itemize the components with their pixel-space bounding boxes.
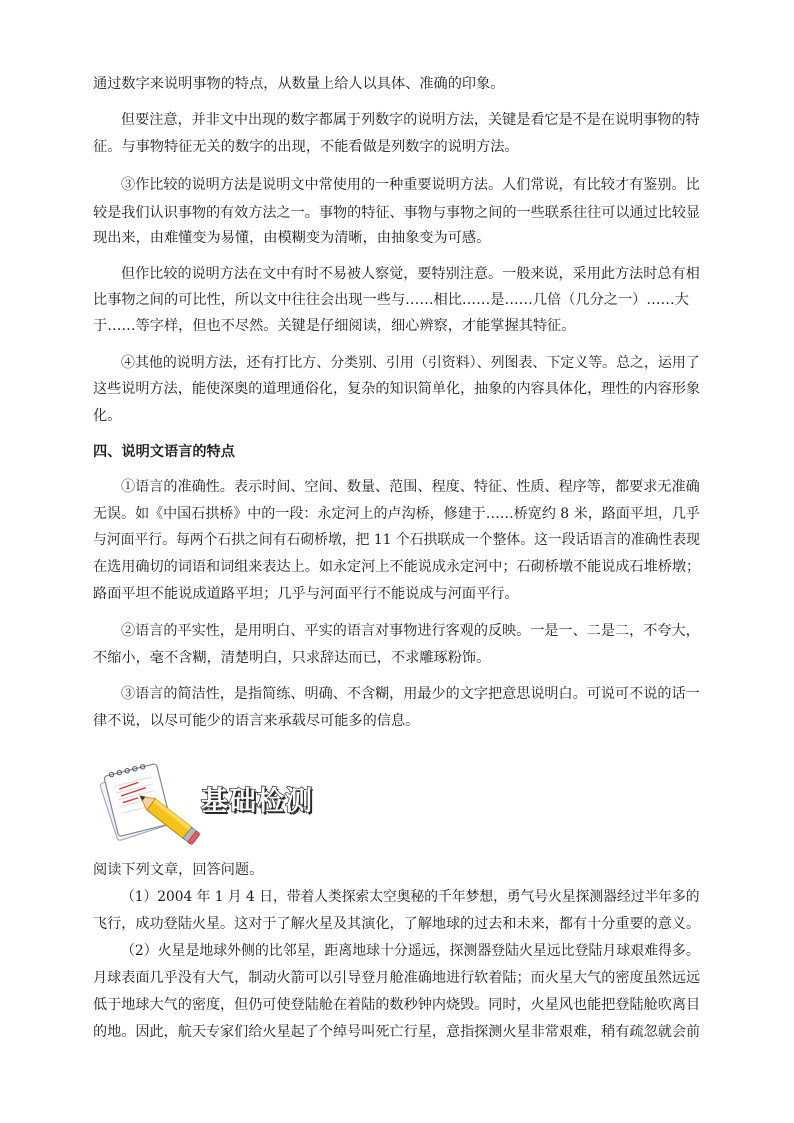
paragraph-line: ③语言的简洁性，是指简练、明确、不含糊，用最少的文字把意思说明白。可说可不说的话一	[121, 686, 700, 702]
banner-title: 基础检测	[201, 786, 313, 817]
paragraph-line: 不缩小，毫不含糊，清楚明白，只求辞达而已，不求雕琢粉饰。	[93, 650, 491, 666]
exercise-instruction: 阅读下列文章，回答问题。	[93, 862, 264, 878]
paragraph-line: 征。与事物特征无关的数字的出现，不能看做是列数字的说明方法。	[93, 139, 519, 155]
paragraph-line: 的地。因此，航天专家们给火星起了个绰号叫死亡行星，意指探测火星非常艰难，稍有疏忽就会前	[93, 1024, 701, 1040]
paragraph-line: （1）2004 年 1 月 4 日，带着人类探索太空奥秘的千年梦想，勇气号火星探测器经过半年多的	[121, 889, 700, 905]
paragraph-line: 较是我们认识事物的有效方法之一。事物的特征、事物与事物之间的一些联系往往可以通过比较显	[93, 205, 701, 221]
paragraph-line: 但要注意，并非文中出现的数字都属于列数字的说明方法，关键是看它是不是在说明事物的特	[121, 112, 700, 128]
paragraph-line: 无误。如《中国石拱桥》中的一段：永定河上的卢沟桥，修建于……桥宽约 8 米，路面平坦，几乎	[93, 506, 700, 522]
paragraph-line: 与河面平行。每两个石拱之间有石砌桥墩，把 11 个石拱联成一个整体。这一段话语言的准确性表现	[93, 532, 700, 548]
paragraph-line: 这些说明方法，能使深奥的道理通俗化，复杂的知识简单化，抽象的内容具体化，理性的内容形象	[93, 381, 701, 397]
paragraph-line: ②语言的平实性，是用明白、平实的语言对事物进行客观的反映。一是一、二是二，不夸大，	[121, 623, 700, 639]
section-heading: 四、说明文语言的特点	[93, 444, 235, 460]
paragraph-line: 比事物之间的可比性，所以文中往往会出现一些与……相比……是……几倍（几分之一）……大	[93, 292, 689, 308]
paragraph-line: 律不说，以尽可能少的语言来承载尽可能多的信息。	[93, 713, 420, 729]
paragraph-line: 在选用确切的词语和词组来表达上。如永定河上不能说成永定河中；石砌桥墩不能说成石堆桥墩；	[93, 559, 701, 575]
paragraph-line: ③作比较的说明方法是说明文中常使用的一种重要说明方法。人们常说，有比较才有鉴别。比	[121, 177, 700, 193]
paragraph-line: 但作比较的说明方法在文中有时不易被人察觉，要特别注意。一般来说，采用此方法时总有相	[121, 266, 700, 282]
paragraph-line: （2）火星是地球外侧的比邻星，距离地球十分遥远，探测器登陆火星远比登陆月球艰难得多。	[121, 943, 700, 959]
paragraph-line: 化。	[93, 408, 122, 424]
paragraph-line: 路面平坦不能说成道路平坦；几乎与河面平行不能说成与河面平行。	[93, 586, 519, 602]
paragraph-line: 通过数字来说明事物的特点，从数量上给人以具体、准确的印象。	[93, 76, 505, 92]
notebook-pencil-icon	[93, 757, 203, 845]
section-banner	[93, 757, 333, 845]
paragraph-line: 低于地球大气的密度，但仍可使登陆舱在着陆的数秒钟内烧毁。同时，火星风也能把登陆舱吹离目	[93, 997, 701, 1013]
paragraph-line: ④其他的说明方法，还有打比方、分类别、引用（引资料）、列图表、下定义等。总之，运用了	[121, 355, 700, 371]
paragraph-line: 飞行，成功登陆火星。这对于了解火星及其演化，了解地球的过去和未来，都有十分重要的意义。	[93, 916, 701, 932]
paragraph-line: ①语言的准确性。表示时间、空间、数量、范围、程度、特征、性质、程序等，都要求无准确	[121, 479, 700, 495]
paragraph-line: 于……等字样，但也不尽然。关键是仔细阅读，细心辨察，才能掌握其特征。	[93, 318, 576, 334]
paragraph-line: 月球表面几乎没有大气，制动火箭可以引导登月舱准确地进行软着陆；而火星大气的密度虽然远远	[93, 970, 701, 986]
paragraph-line: 现出来，由难懂变为易懂，由模糊变为清晰，由抽象变为可感。	[93, 230, 491, 246]
